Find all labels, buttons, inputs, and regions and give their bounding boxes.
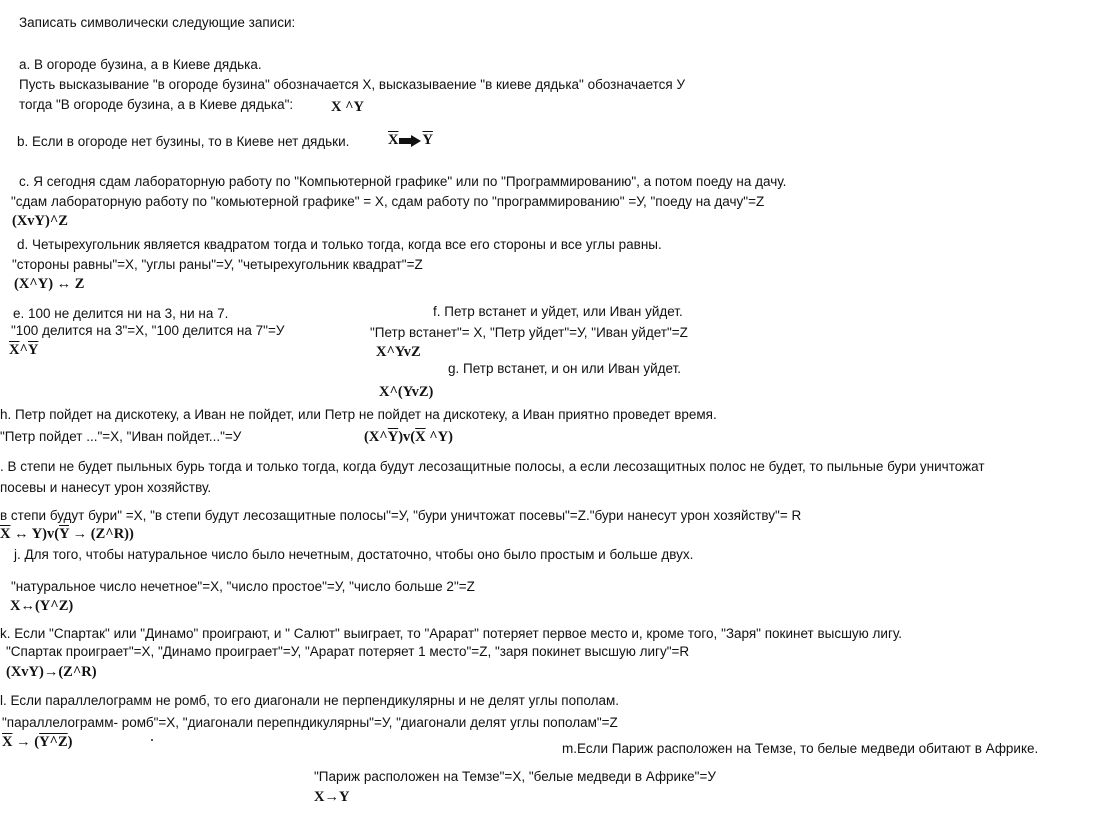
task-a-formula: X ^Y: [331, 99, 364, 115]
task-i-part2: → (Z^R)): [69, 526, 134, 542]
task-i-formula: [0, 525, 134, 543]
task-a-line1: Пусть высказывание "в огороде бузина" обозначается X, высказываение "в киеве дядька" обозначается У: [19, 77, 686, 92]
task-h-title: h. Петр пойдет на дискотеку, а Иван не пойдет, или Петр не пойдет на дискотеку, а Иван приятно проведет время.: [0, 407, 717, 422]
task-b-var-x: $\overline{X}$: [388, 132, 399, 148]
task-b-var-y: $\overline{Y}$: [422, 132, 433, 148]
task-i-var-x: $\overline{X}$: [0, 526, 11, 542]
task-l-vars-yz: Y^Z: [39, 734, 68, 750]
task-f-title: f. Петр встанет и уйдет, или Иван уйдет.: [433, 304, 683, 319]
task-k-formula: (XvY)→(Z^R): [6, 664, 97, 680]
task-h-part3: ^Y): [425, 429, 453, 445]
task-d-title: d. Четырехугольник является квадратом тогда и только тогда, когда все его стороны и все углы равны.: [17, 237, 662, 252]
page-heading: Записать символически следующие записи:: [19, 15, 296, 30]
task-c-title: c. Я сегодня сдам лабораторную работу по "Компьютерной графике" или по "Программированию", а потом поеду на дачу.: [19, 174, 787, 189]
task-e-formula: [9, 341, 38, 359]
task-m-title: m.Если Париж расположен на Темзе, то белые медведи обитают в Африке.: [562, 741, 1039, 756]
task-h-part2: )v(: [398, 429, 416, 445]
task-d-formula: (X^Y) ↔ Z: [14, 276, 85, 292]
task-c-formula: (XvY)^Z: [12, 213, 68, 229]
task-e-vars: "100 делится на 3"=X, "100 делится на 7"=У: [11, 323, 285, 338]
task-b-title: b. Если в огороде нет бузины, то в Киеве нет дядьки.: [17, 134, 350, 149]
task-b-formula: [388, 131, 433, 149]
task-f-vars: "Петр встанет"= X, "Петр уйдет"=У, "Иван уйдет"=Z: [370, 325, 688, 340]
arrow-right-icon: [399, 135, 421, 147]
task-l-formula: [2, 733, 73, 751]
task-e-title: e. 100 не делится ни на 3, ни на 7.: [13, 306, 229, 321]
task-g-title: g. Петр встанет, и он или Иван уйдет.: [448, 361, 682, 376]
task-j-title: j. Для того, чтобы натуральное число было нечетным, достаточно, чтобы оно было простым и больше двух.: [14, 547, 694, 562]
task-e-op: ^: [19, 342, 28, 358]
task-j-vars: "натуральное число нечетное"=X, "число простое"=У, "число больше 2"=Z: [11, 579, 475, 594]
task-i-part1: ↔ Y)v(: [10, 526, 60, 542]
task-h-var-x: $\overline{X}$: [415, 429, 426, 445]
task-e-var-x: $\overline{X}$: [9, 342, 20, 358]
task-j-formula: X↔(Y^Z): [10, 598, 74, 614]
task-k-title: k. Если "Спартак" или "Динамо" проиграют, и " Салют" выиграет, то "Арарат" потеряет первое место и, кроме того, "Заря" покинет высшую лигу.: [0, 626, 903, 641]
task-l-part2: ): [67, 734, 73, 750]
task-l-part1: → (: [12, 734, 40, 750]
task-d-vars: "стороны равны"=X, "углы раны"=У, "четырехугольник квадрат"=Z: [12, 257, 423, 272]
task-i-title-line2: посевы и нанесут урон хозяйству.: [0, 480, 212, 495]
task-i-vars: в степи будут бури" =X, "в степи будут лесозащитные полосы"=У, "бури уничтожат посевы"=Z."бури нанесут урон хозяйству"= R: [0, 508, 802, 523]
task-i-var-y: $\overline{Y}$: [59, 526, 70, 542]
task-f-formula: X^YvZ: [376, 344, 421, 360]
task-m-vars: "Париж расположен на Темзе"=X, "белые медведи в Африке"=У: [314, 769, 716, 784]
task-h-formula: [364, 428, 453, 446]
stray-dot: [151, 739, 153, 741]
task-l-title: l. Если параллелограмм не ромб, то его диагонали не перпендикулярны и не делят углы пополам.: [0, 693, 620, 708]
task-a-title: a. В огороде бузина, а в Киеве дядька.: [19, 57, 262, 72]
task-h-part1: (X^: [364, 429, 388, 445]
task-h-var-y: $\overline{Y}$: [387, 429, 399, 445]
task-c-vars: "сдам лабораторную работу по "комьютерной графике" = X, сдам работу по "программированию" =У, "поеду на дачу"=Z: [11, 194, 765, 209]
task-m-formula: X→Y: [314, 789, 350, 805]
task-e-var-y: $\overline{Y}$: [27, 342, 39, 358]
task-i-title-line1: . В степи не будет пыльных бурь тогда и только тогда, когда будут лесозащитные полосы, а если лесозащитных полос не будет, то пыльные бури уничтожат: [0, 459, 985, 474]
task-a-line2: тогда "В огороде бузина, а в Киеве дядька":: [19, 97, 294, 112]
task-k-vars: "Спартак проиграет"=X, "Динамо проиграет"=У, "Арарат потеряет 1 место"=Z, "заря покинет высшую лигу"=R: [6, 644, 690, 659]
task-h-vars: "Петр пойдет ..."=X, "Иван пойдет..."=У: [0, 429, 242, 444]
task-l-vars: "параллелограмм- ромб"=X, "диагонали перепндикулярны"=У, "диагонали делят углы пополам"=Z: [2, 715, 618, 730]
task-l-var-x: $\overline{X}$: [2, 734, 13, 750]
task-g-formula: X^(YvZ): [379, 384, 434, 400]
